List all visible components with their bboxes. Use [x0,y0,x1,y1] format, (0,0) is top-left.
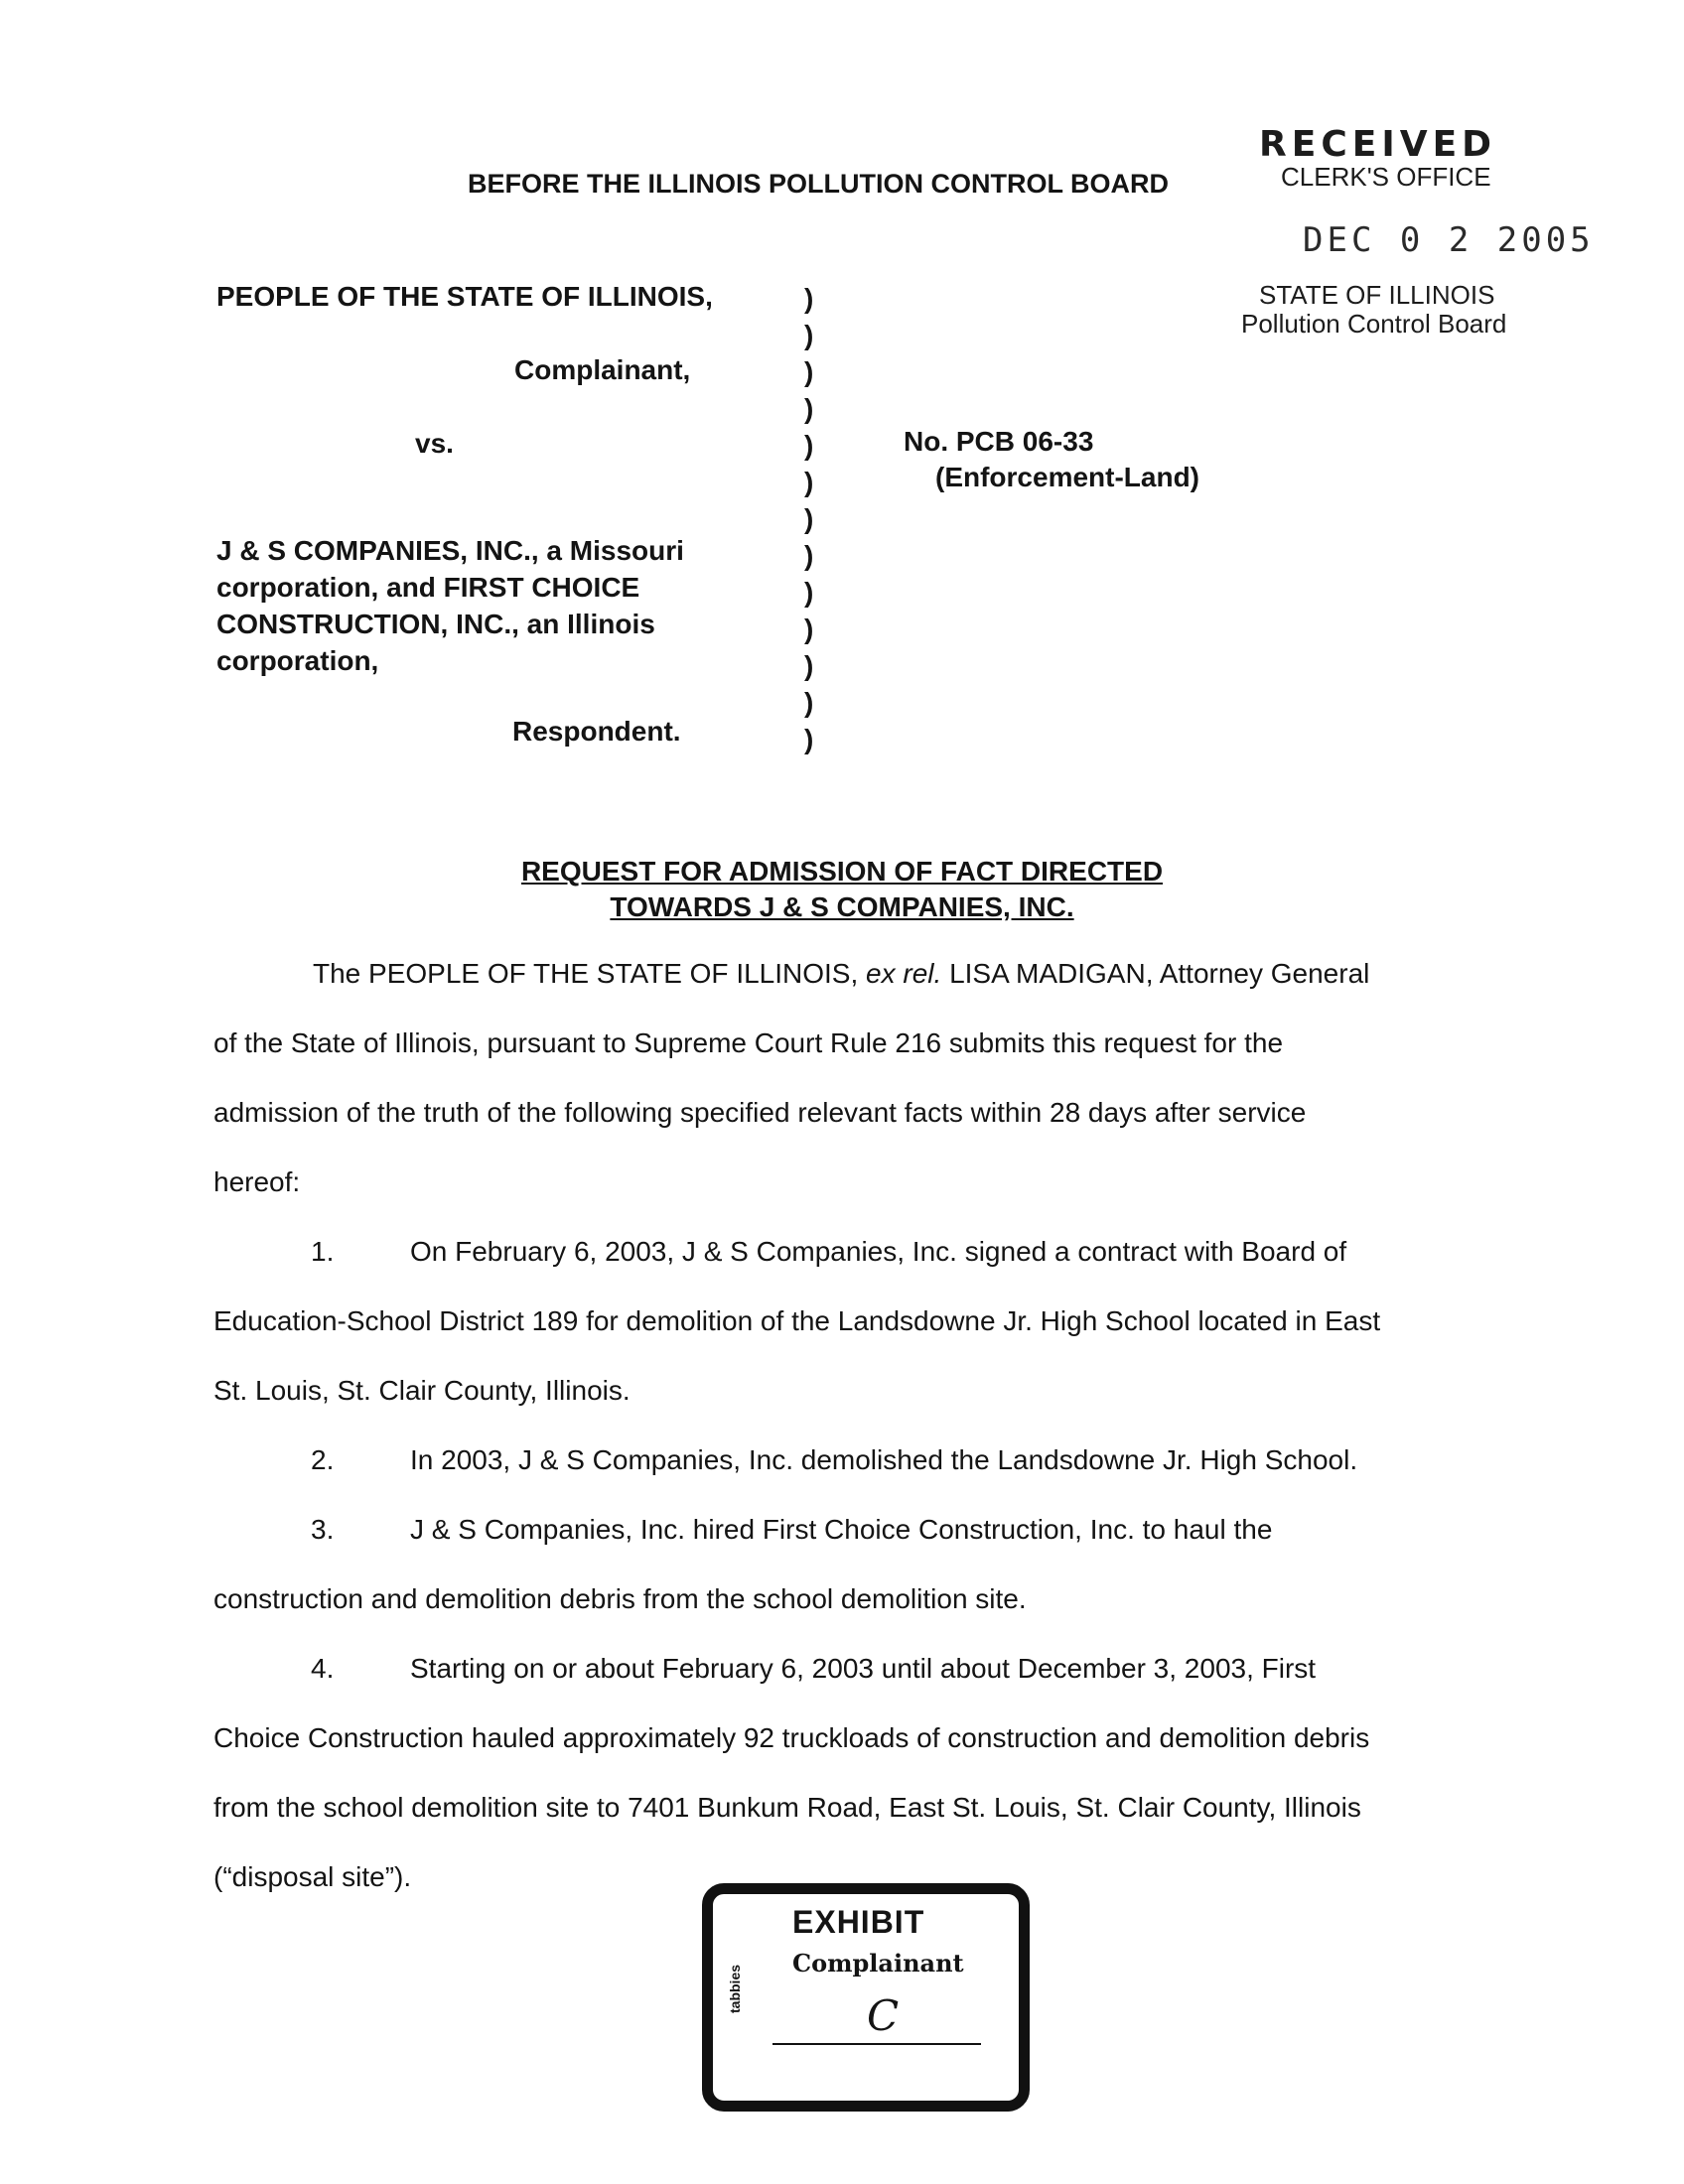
received-stamp-office: CLERK'S OFFICE [1281,162,1491,192]
document-title-line-2: TOWARDS J & S COMPANIES, INC. [610,891,1074,922]
case-type: (Enforcement-Land) [935,462,1199,492]
paren: ) [804,724,814,754]
paren: ) [804,320,814,350]
respondent-line: CONSTRUCTION, INC., an Illinois [216,609,655,639]
item-4-line: Starting on or about February 6, 2003 until about December 3, 2003, First [410,1653,1317,1684]
paren: ) [804,283,814,314]
paren: ) [804,540,814,571]
item-number: 1. [311,1236,335,1267]
complainant-name: PEOPLE OF THE STATE OF ILLINOIS, [216,281,713,312]
intro-ex-rel: ex rel. [866,958,942,989]
item-1-line: Education-School District 189 for demolition of the Landsdowne Jr. High School located in East [213,1305,1381,1336]
intro-line-1 [313,958,1369,990]
paren: ) [804,650,814,681]
paren: ) [804,430,814,461]
item-1-line: St. Louis, St. Clair County, Illinois. [213,1375,631,1406]
intro-line-3: admission of the truth of the following specified relevant facts within 28 days after service [213,1097,1307,1128]
received-stamp-title: RECEIVED [1259,124,1497,165]
paren: ) [804,577,814,608]
received-stamp-state: STATE OF ILLINOIS [1259,280,1495,310]
intro-text: The PEOPLE OF THE STATE OF ILLINOIS, [313,958,867,989]
complainant-label: Complainant, [514,354,691,385]
case-number: No. PCB 06-33 [904,426,1094,457]
item-4-line: from the school demolition site to 7401 Bunkum Road, East St. Louis, St. Clair County, Illinois [213,1792,1361,1823]
item-4-line: Choice Construction hauled approximately 92 truckloads of construction and demolition debris [213,1722,1370,1753]
versus-label: vs. [415,428,454,459]
document-title-line-1: REQUEST FOR ADMISSION OF FACT DIRECTED [520,856,1164,887]
respondent-line: J & S COMPANIES, INC., a Missouri [216,535,684,566]
intro-line-4: hereof: [213,1166,301,1197]
exhibit-mark: C [867,1991,900,2040]
exhibit-sticker [702,1883,1030,2112]
intro-text: LISA MADIGAN, Attorney General [941,958,1370,989]
item-4-line: (“disposal site”). [213,1861,412,1892]
paren: ) [804,393,814,424]
caption-parentheses [804,280,813,757]
paren: ) [804,503,814,534]
paren: ) [804,356,814,387]
item-number: 4. [311,1653,335,1684]
item-3-line: construction and demolition debris from the school demolition site. [213,1583,1027,1614]
respondent-names [216,532,684,679]
exhibit-brand: tabbies [727,1964,743,2013]
intro-line-2: of the State of Illinois, pursuant to Supreme Court Rule 216 submits this request for the [213,1027,1284,1058]
respondent-line: corporation, and FIRST CHOICE [216,572,640,603]
received-stamp-board: Pollution Control Board [1241,309,1507,339]
board-title: BEFORE THE ILLINOIS POLLUTION CONTROL BOARD [468,169,1169,199]
paren: ) [804,467,814,497]
paren: ) [804,687,814,718]
item-3-line: J & S Companies, Inc. hired First Choice Construction, Inc. to haul the [410,1514,1273,1545]
respondent-label: Respondent. [512,716,681,747]
respondent-line: corporation, [216,645,379,676]
paren: ) [804,614,814,644]
exhibit-party: Complainant [792,1949,964,1978]
item-1-line: On February 6, 2003, J & S Companies, Inc. signed a contract with Board of [410,1236,1347,1267]
item-2-line: In 2003, J & S Companies, Inc. demolished the Landsdowne Jr. High School. [410,1444,1358,1475]
exhibit-signature-line [772,2043,981,2045]
item-number: 2. [311,1444,335,1475]
item-number: 3. [311,1514,335,1545]
exhibit-title: EXHIBIT [792,1904,925,1940]
received-stamp-date: DEC 0 2 2005 [1303,220,1595,260]
